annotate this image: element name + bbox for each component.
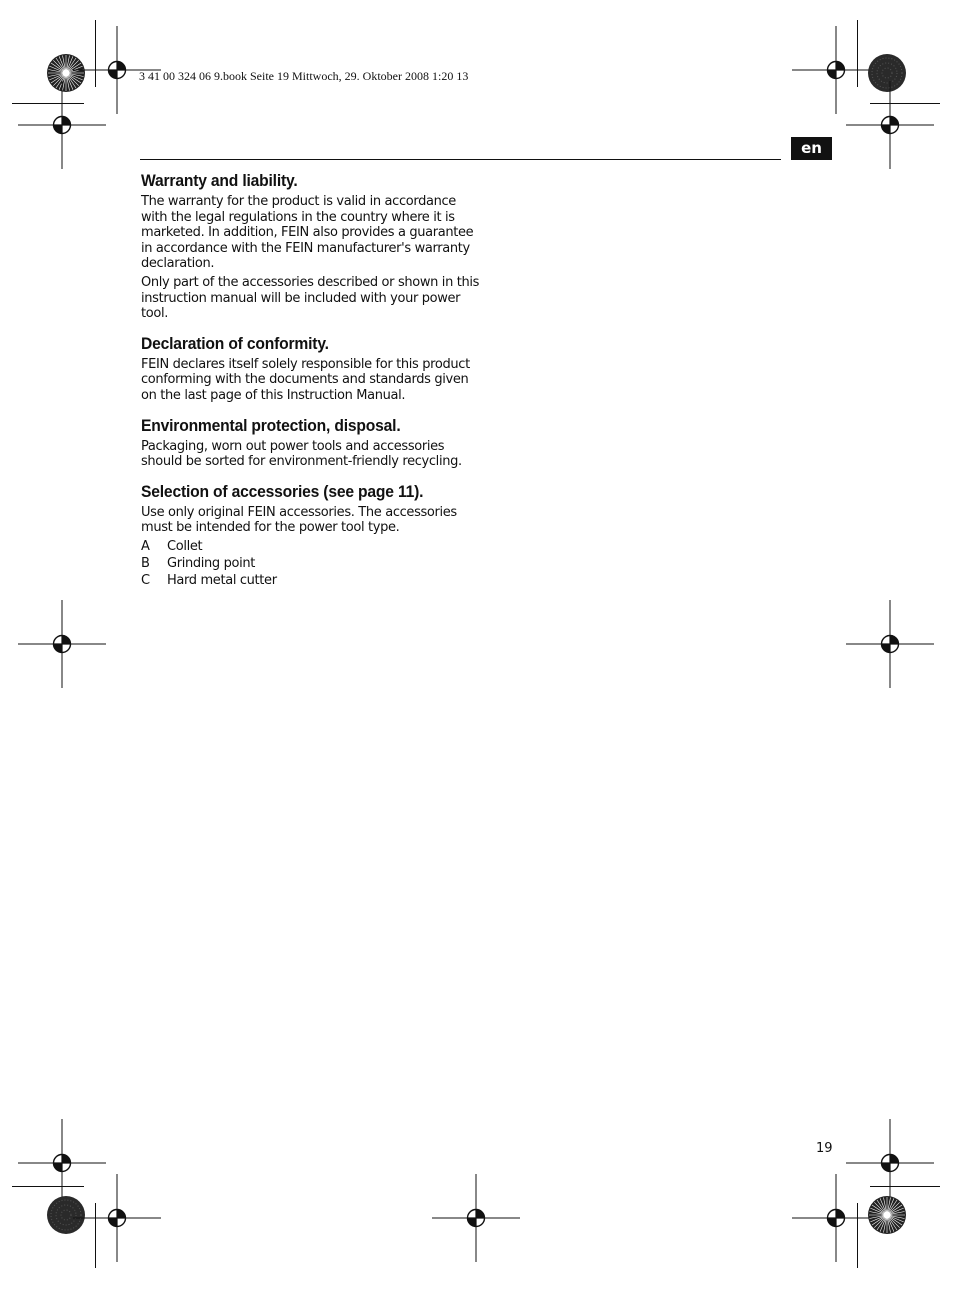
print-imprint: 3 41 00 324 06 9.book Seite 19 Mittwoch, 29. Oktober 2008 1:20 13	[139, 69, 469, 83]
list-item	[141, 572, 481, 589]
section-accessories	[141, 481, 481, 589]
paragraph: Only part of the accessories described or shown in this instruction manual will be included with your power tool.	[141, 274, 480, 322]
section-conformity	[141, 333, 481, 404]
section-heading: Warranty and liability.	[141, 171, 298, 190]
item-key: C	[141, 572, 150, 588]
list-item	[141, 555, 481, 572]
section-warranty	[141, 170, 481, 322]
item-key: A	[141, 538, 150, 554]
document-content	[141, 170, 481, 600]
paragraph: FEIN declares itself solely responsible for this product conforming with the documents and standards given on the last page of this Instruction Manual.	[141, 356, 470, 403]
item-key: B	[141, 555, 150, 571]
page-number: 19	[816, 1141, 833, 1156]
language-tab: en	[791, 137, 832, 160]
paragraph: The warranty for the product is valid in accordance with the legal regulations in the country where it is marketed. In addition, FEIN also provides a guarantee in accordance with the FEIN manufacturer's warranty declaration.	[141, 194, 474, 272]
section-environment	[141, 415, 481, 470]
section-heading: Environmental protection, disposal.	[141, 415, 401, 435]
section-heading: Declaration of conformity.	[141, 333, 329, 353]
paragraph: Packaging, worn out power tools and accessories should be sorted for environment-friendly recycling.	[141, 438, 462, 470]
paragraph: Use only original FEIN accessories. The accessories must be intended for the power tool type.	[141, 504, 457, 536]
accessory-list	[141, 538, 481, 589]
header-rule	[140, 159, 781, 160]
item-label: Collet	[167, 538, 203, 554]
list-item	[141, 538, 481, 555]
item-label: Hard metal cutter	[167, 572, 277, 588]
item-label: Grinding point	[167, 555, 256, 571]
section-heading: Selection of accessories (see page 11).	[141, 481, 424, 501]
